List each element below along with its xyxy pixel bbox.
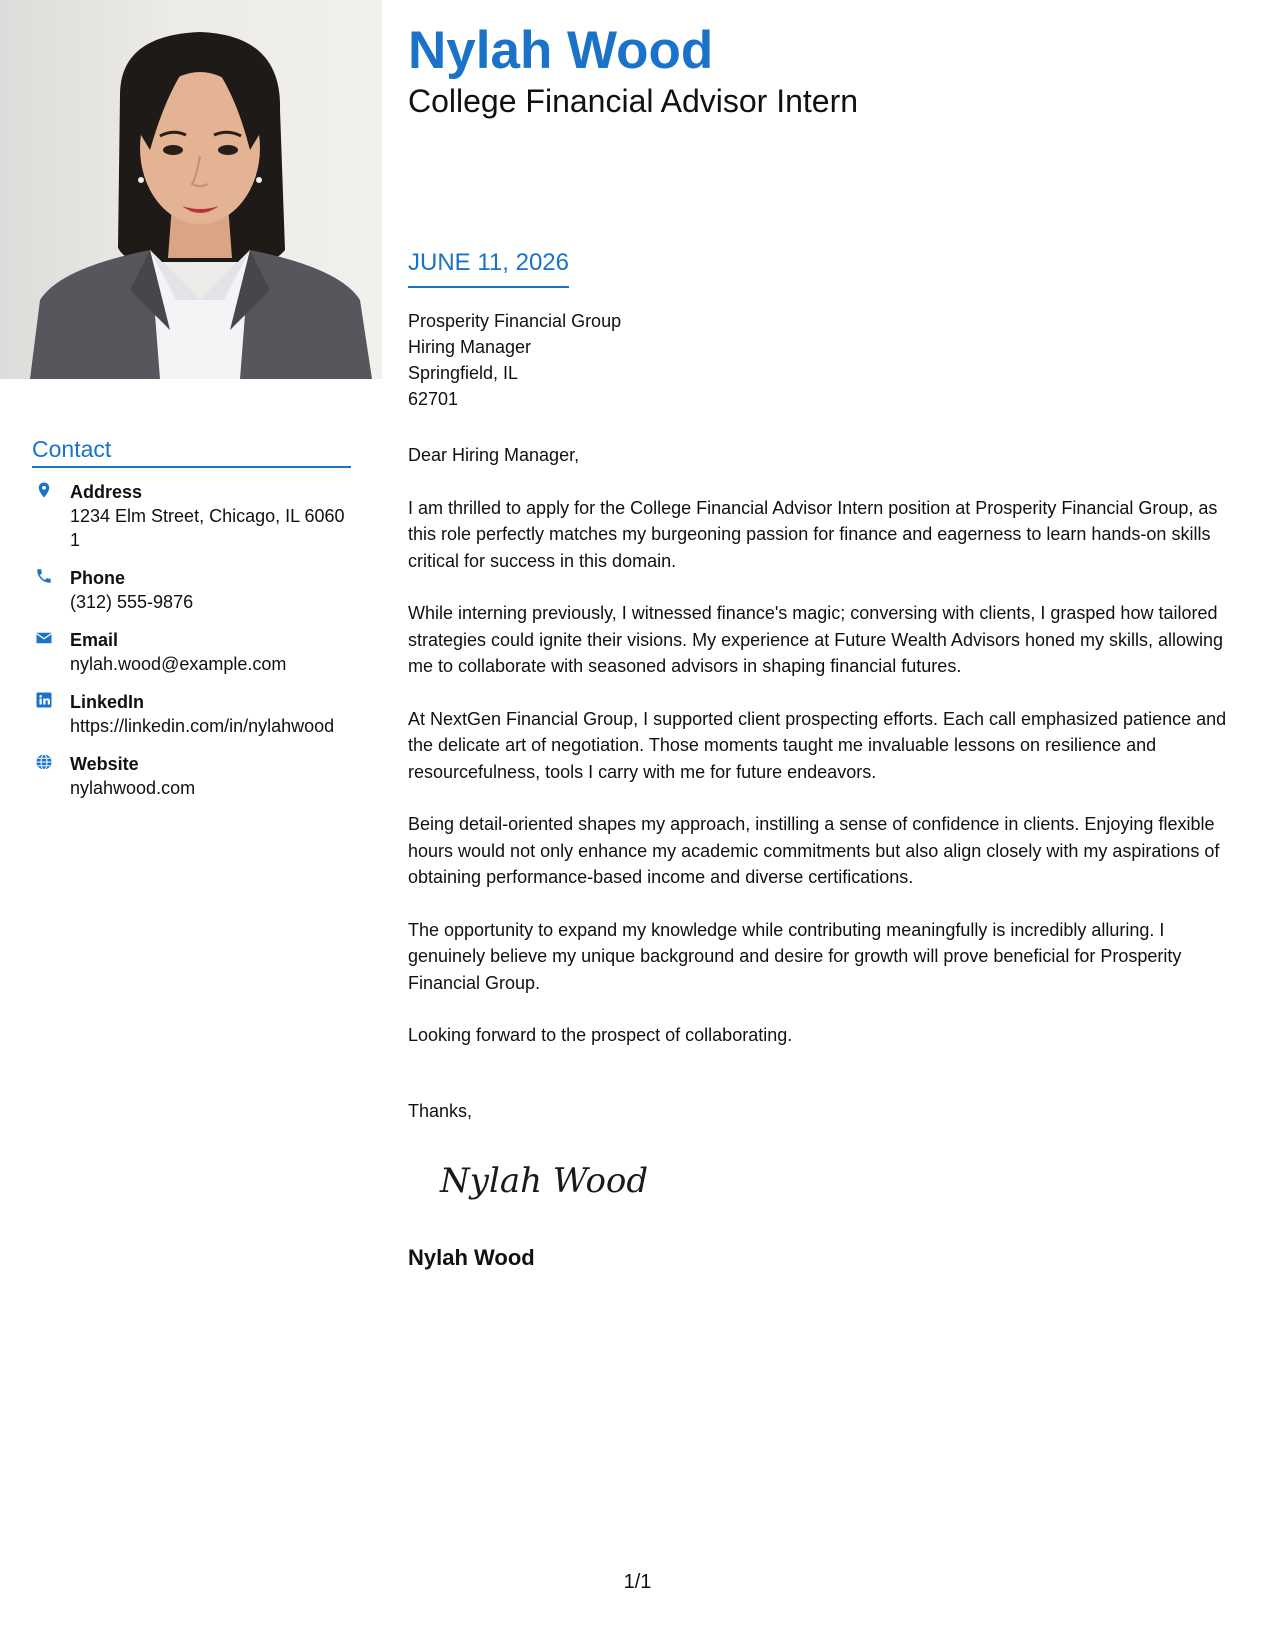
contact-item-website <box>32 752 351 800</box>
contact-heading: Contact <box>32 436 351 468</box>
letter-paragraph: Looking forward to the prospect of collaborating. <box>408 1025 793 1045</box>
letter-paragraph: At NextGen Financial Group, I supported client prospecting efforts. Each call emphasized patience and the delicate art of negotiation. Those moments taught me invaluable lessons on resilience and resourcefulness, tools I carry with me for future endeavors. <box>408 708 1227 782</box>
handwritten-signature <box>438 1150 648 1210</box>
candidate-name: Nylah Wood <box>408 21 714 80</box>
recipient-block <box>408 308 621 412</box>
salutation: Dear Hiring Manager, <box>408 445 580 465</box>
letter-paragraph: The opportunity to expand my knowledge while contributing meaningfully is incredibly alluring. I genuinely believe my unique background and desire for growth will prove beneficial for Prosperity Financial Group. <box>408 919 1182 993</box>
location-pin-icon <box>35 481 53 499</box>
closing: Thanks, <box>408 1101 473 1121</box>
contact-item-address <box>32 480 351 552</box>
phone-icon <box>35 567 53 585</box>
contact-label: Email <box>70 630 119 650</box>
address-value: 1234 Elm Street, Chicago, IL 60601 <box>70 506 345 550</box>
contact-label: LinkedIn <box>70 692 145 712</box>
profile-photo <box>0 0 382 379</box>
recipient-zip: 62701 <box>408 389 459 409</box>
email-value[interactable]: nylah.wood@example.com <box>70 654 287 674</box>
signer-name: Nylah Wood <box>408 1245 535 1270</box>
contact-item-phone <box>32 566 351 614</box>
letter-paragraph: I am thrilled to apply for the College Financial Advisor Intern position at Prosperity Financial Group, as this role perfectly matches my burgeoning passion for finance and eagerness to learn hands-on skills critical for success in this domain. <box>408 497 1218 571</box>
linkedin-value[interactable]: https://linkedin.com/in/nylahwood <box>70 716 335 736</box>
contact-label: Phone <box>70 568 126 588</box>
contact-label: Website <box>70 754 139 774</box>
recipient-title: Hiring Manager <box>408 337 532 357</box>
website-value[interactable]: nylahwood.com <box>70 778 196 798</box>
letter-paragraph: Being detail-oriented shapes my approach, instilling a sense of confidence in clients. Enjoying flexible hours would not only enhance my academic commitments but also align closely with my aspirations of obtaining performance-based income and diverse certifications. <box>408 814 1220 887</box>
letter-body <box>408 442 1238 1075</box>
candidate-role: College Financial Advisor Intern <box>408 83 859 119</box>
portrait-illustration <box>0 0 382 379</box>
email-icon <box>35 629 53 647</box>
contact-item-email <box>32 628 351 676</box>
globe-icon <box>35 753 53 771</box>
letter-paragraph: While interning previously, I witnessed finance's magic; conversing with clients, I grasped how tailored strategies could ignite their visions. My experience at Future Wealth Advisors honed my skills, allowing me to collaborate with seasoned advisors in shaping financial futures. <box>408 603 1224 676</box>
recipient-city: Springfield, IL <box>408 363 519 383</box>
phone-value[interactable]: (312) 555-9876 <box>70 592 194 612</box>
linkedin-icon <box>35 691 53 709</box>
page-number: 1/1 <box>623 1571 652 1593</box>
contact-section <box>32 436 351 800</box>
recipient-company: Prosperity Financial Group <box>408 311 622 331</box>
contact-label: Address <box>70 482 143 502</box>
contact-item-linkedin <box>32 690 351 738</box>
letter-date: JUNE 11, 2026 <box>408 248 569 288</box>
signature-text: Nylah Wood <box>440 1161 648 1201</box>
